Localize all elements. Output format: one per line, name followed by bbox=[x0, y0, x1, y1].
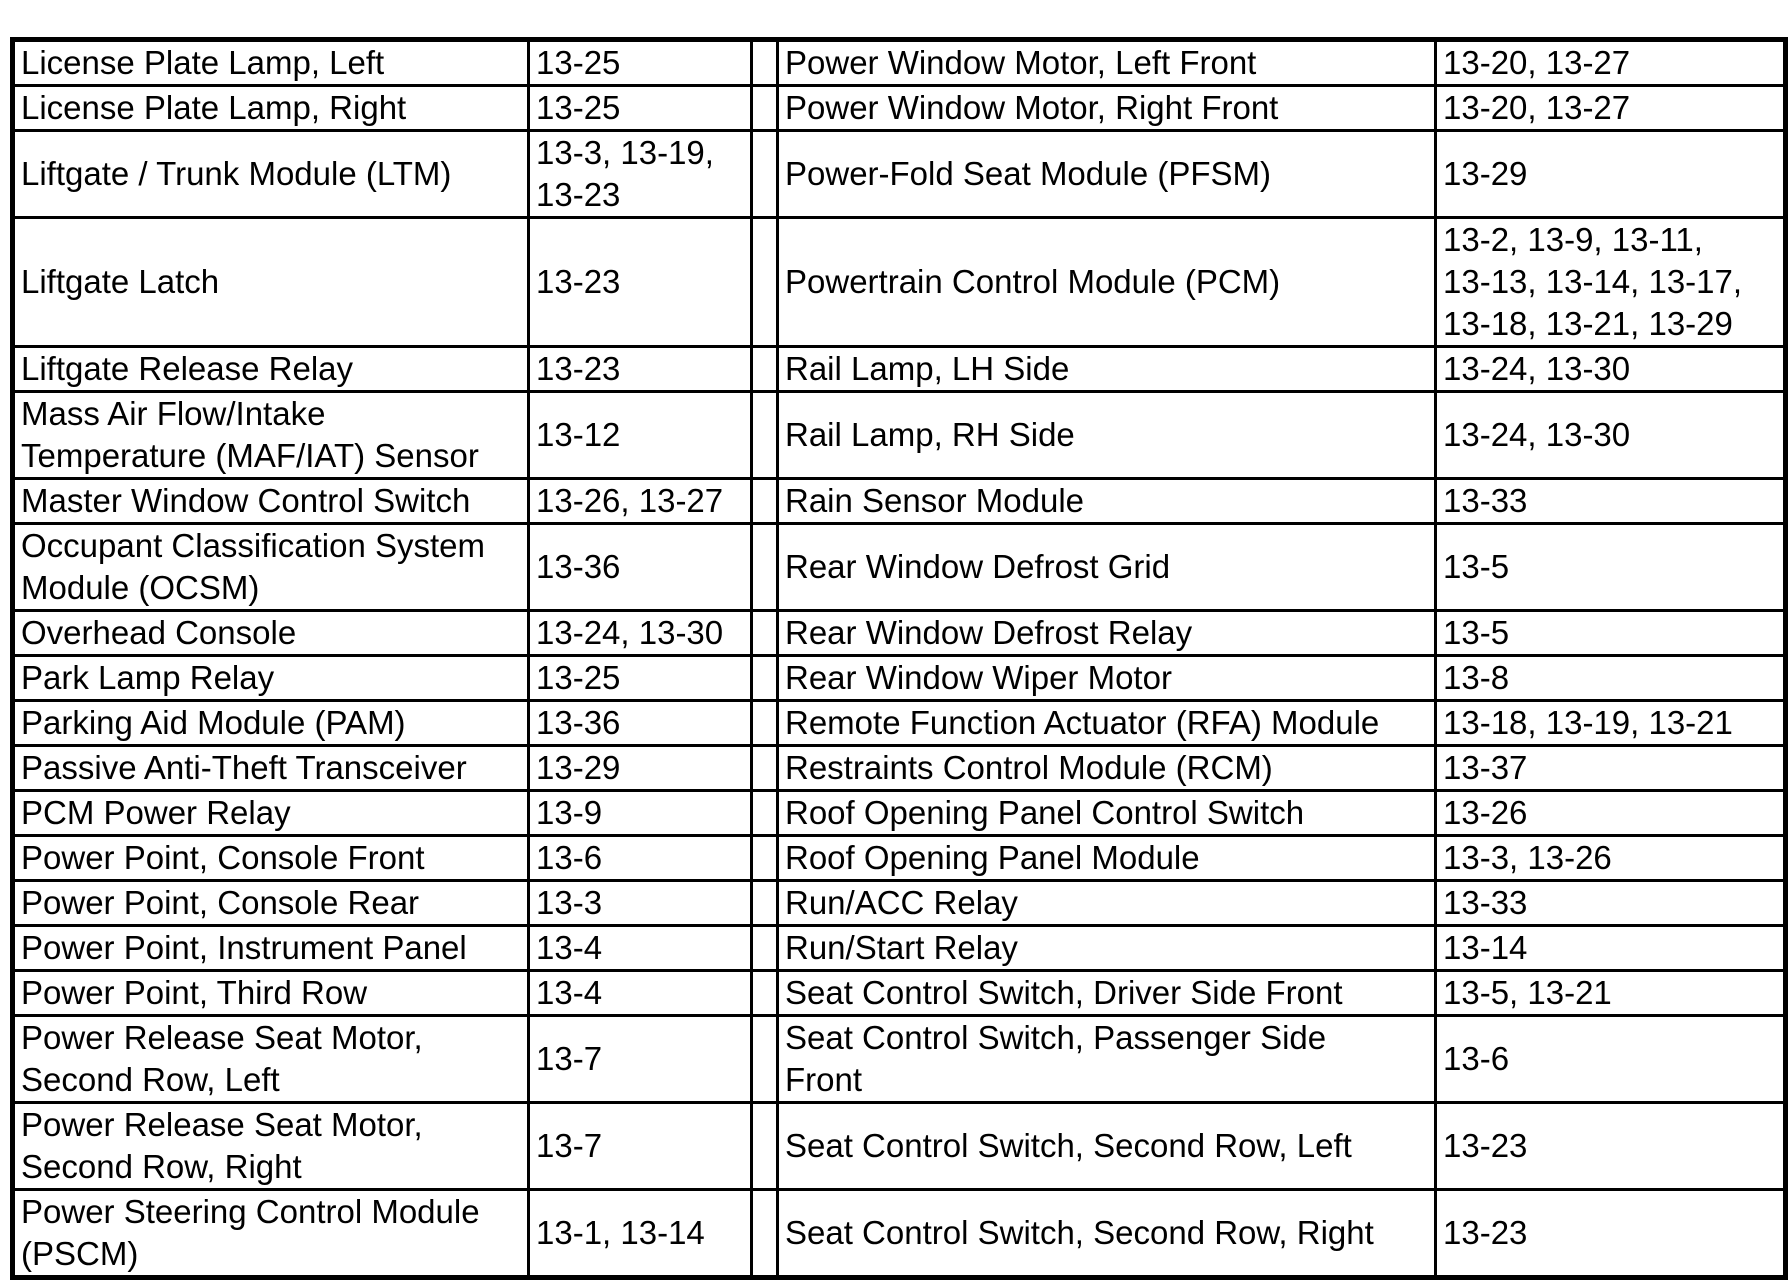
left-component-cell: Parking Aid Module (PAM) bbox=[13, 701, 529, 746]
column-spacer bbox=[752, 86, 778, 131]
column-spacer bbox=[752, 611, 778, 656]
column-spacer bbox=[752, 40, 778, 86]
table-row bbox=[13, 701, 1786, 746]
right-component-cell: Remote Function Actuator (RFA) Module bbox=[778, 701, 1436, 746]
table-row bbox=[13, 611, 1786, 656]
right-component-cell: Seat Control Switch, Second Row, Right bbox=[778, 1190, 1436, 1278]
table-row bbox=[13, 524, 1786, 611]
left-component-cell: Power Release Seat Motor, Second Row, Left bbox=[13, 1016, 529, 1103]
right-pages-cell: 13-20, 13-27 bbox=[1436, 40, 1786, 86]
right-pages-cell: 13-8 bbox=[1436, 656, 1786, 701]
left-pages-cell: 13-26, 13-27 bbox=[529, 479, 752, 524]
table-row bbox=[13, 791, 1786, 836]
left-component-cell: Power Point, Third Row bbox=[13, 971, 529, 1016]
right-pages-cell: 13-5 bbox=[1436, 524, 1786, 611]
left-component-cell: PCM Power Relay bbox=[13, 791, 529, 836]
left-component-cell: License Plate Lamp, Right bbox=[13, 86, 529, 131]
right-component-cell: Rear Window Wiper Motor bbox=[778, 656, 1436, 701]
left-pages-cell: 13-12 bbox=[529, 392, 752, 479]
right-pages-cell: 13-2, 13-9, 13-11, 13-13, 13-14, 13-17, 13-18, 13-21, 13-29 bbox=[1436, 218, 1786, 347]
left-component-cell: Power Steering Control Module (PSCM) bbox=[13, 1190, 529, 1278]
left-pages-cell: 13-25 bbox=[529, 40, 752, 86]
right-component-cell: Run/Start Relay bbox=[778, 926, 1436, 971]
left-pages-cell: 13-6 bbox=[529, 836, 752, 881]
table-row bbox=[13, 479, 1786, 524]
right-component-cell: Rain Sensor Module bbox=[778, 479, 1436, 524]
right-pages-cell: 13-3, 13-26 bbox=[1436, 836, 1786, 881]
column-spacer bbox=[752, 479, 778, 524]
column-spacer bbox=[752, 836, 778, 881]
right-pages-cell: 13-20, 13-27 bbox=[1436, 86, 1786, 131]
left-pages-cell: 13-7 bbox=[529, 1103, 752, 1190]
column-spacer bbox=[752, 656, 778, 701]
right-pages-cell: 13-24, 13-30 bbox=[1436, 347, 1786, 392]
right-pages-cell: 13-5, 13-21 bbox=[1436, 971, 1786, 1016]
column-spacer bbox=[752, 791, 778, 836]
right-pages-cell: 13-37 bbox=[1436, 746, 1786, 791]
left-pages-cell: 13-4 bbox=[529, 971, 752, 1016]
right-pages-cell: 13-33 bbox=[1436, 881, 1786, 926]
left-component-cell: Mass Air Flow/Intake Temperature (MAF/IAT) Sensor bbox=[13, 392, 529, 479]
right-component-cell: Roof Opening Panel Module bbox=[778, 836, 1436, 881]
table-row bbox=[13, 40, 1786, 86]
column-spacer bbox=[752, 1190, 778, 1278]
left-pages-cell: 13-25 bbox=[529, 656, 752, 701]
left-component-cell: Occupant Classification System Module (OCSM) bbox=[13, 524, 529, 611]
left-component-cell: Passive Anti-Theft Transceiver bbox=[13, 746, 529, 791]
table-row bbox=[13, 1103, 1786, 1190]
column-spacer bbox=[752, 881, 778, 926]
left-component-cell: Power Release Seat Motor, Second Row, Right bbox=[13, 1103, 529, 1190]
column-spacer bbox=[752, 926, 778, 971]
column-spacer bbox=[752, 1103, 778, 1190]
right-component-cell: Run/ACC Relay bbox=[778, 881, 1436, 926]
right-component-cell: Restraints Control Module (RCM) bbox=[778, 746, 1436, 791]
left-pages-cell: 13-23 bbox=[529, 347, 752, 392]
column-spacer bbox=[752, 746, 778, 791]
right-component-cell: Seat Control Switch, Passenger Side Front bbox=[778, 1016, 1436, 1103]
table-row bbox=[13, 656, 1786, 701]
table-row bbox=[13, 392, 1786, 479]
table-row bbox=[13, 131, 1786, 218]
right-component-cell: Rear Window Defrost Grid bbox=[778, 524, 1436, 611]
left-pages-cell: 13-1, 13-14 bbox=[529, 1190, 752, 1278]
column-spacer bbox=[752, 392, 778, 479]
column-spacer bbox=[752, 1016, 778, 1103]
right-pages-cell: 13-24, 13-30 bbox=[1436, 392, 1786, 479]
left-component-cell: Liftgate / Trunk Module (LTM) bbox=[13, 131, 529, 218]
left-component-cell: Master Window Control Switch bbox=[13, 479, 529, 524]
left-pages-cell: 13-3 bbox=[529, 881, 752, 926]
column-spacer bbox=[752, 131, 778, 218]
right-component-cell: Rail Lamp, RH Side bbox=[778, 392, 1436, 479]
left-component-cell: Power Point, Console Front bbox=[13, 836, 529, 881]
left-pages-cell: 13-9 bbox=[529, 791, 752, 836]
right-pages-cell: 13-26 bbox=[1436, 791, 1786, 836]
table-row bbox=[13, 836, 1786, 881]
right-pages-cell: 13-5 bbox=[1436, 611, 1786, 656]
right-pages-cell: 13-18, 13-19, 13-21 bbox=[1436, 701, 1786, 746]
table-row bbox=[13, 86, 1786, 131]
table-row bbox=[13, 746, 1786, 791]
left-pages-cell: 13-25 bbox=[529, 86, 752, 131]
left-pages-cell: 13-23 bbox=[529, 218, 752, 347]
left-component-cell: License Plate Lamp, Left bbox=[13, 40, 529, 86]
left-component-cell: Liftgate Release Relay bbox=[13, 347, 529, 392]
column-spacer bbox=[752, 701, 778, 746]
column-spacer bbox=[752, 218, 778, 347]
left-component-cell: Power Point, Console Rear bbox=[13, 881, 529, 926]
left-pages-cell: 13-3, 13-19, 13-23 bbox=[529, 131, 752, 218]
table-row bbox=[13, 881, 1786, 926]
column-spacer bbox=[752, 524, 778, 611]
right-component-cell: Seat Control Switch, Second Row, Left bbox=[778, 1103, 1436, 1190]
right-pages-cell: 13-6 bbox=[1436, 1016, 1786, 1103]
table-row bbox=[13, 1016, 1786, 1103]
right-component-cell: Rail Lamp, LH Side bbox=[778, 347, 1436, 392]
left-pages-cell: 13-24, 13-30 bbox=[529, 611, 752, 656]
right-component-cell: Powertrain Control Module (PCM) bbox=[778, 218, 1436, 347]
table-row bbox=[13, 1190, 1786, 1278]
component-index-table bbox=[10, 37, 1788, 1280]
left-pages-cell: 13-36 bbox=[529, 701, 752, 746]
left-pages-cell: 13-29 bbox=[529, 746, 752, 791]
right-component-cell: Power Window Motor, Right Front bbox=[778, 86, 1436, 131]
right-pages-cell: 13-23 bbox=[1436, 1190, 1786, 1278]
left-pages-cell: 13-36 bbox=[529, 524, 752, 611]
left-component-cell: Overhead Console bbox=[13, 611, 529, 656]
table-row bbox=[13, 218, 1786, 347]
right-pages-cell: 13-29 bbox=[1436, 131, 1786, 218]
left-pages-cell: 13-7 bbox=[529, 1016, 752, 1103]
column-spacer bbox=[752, 347, 778, 392]
right-pages-cell: 13-23 bbox=[1436, 1103, 1786, 1190]
table-row bbox=[13, 347, 1786, 392]
right-component-cell: Power Window Motor, Left Front bbox=[778, 40, 1436, 86]
table-row bbox=[13, 971, 1786, 1016]
right-component-cell: Roof Opening Panel Control Switch bbox=[778, 791, 1436, 836]
right-pages-cell: 13-14 bbox=[1436, 926, 1786, 971]
right-component-cell: Rear Window Defrost Relay bbox=[778, 611, 1436, 656]
left-component-cell: Park Lamp Relay bbox=[13, 656, 529, 701]
left-component-cell: Liftgate Latch bbox=[13, 218, 529, 347]
left-pages-cell: 13-4 bbox=[529, 926, 752, 971]
component-index-body bbox=[13, 40, 1786, 1278]
right-component-cell: Power-Fold Seat Module (PFSM) bbox=[778, 131, 1436, 218]
table-row bbox=[13, 926, 1786, 971]
left-component-cell: Power Point, Instrument Panel bbox=[13, 926, 529, 971]
right-pages-cell: 13-33 bbox=[1436, 479, 1786, 524]
column-spacer bbox=[752, 971, 778, 1016]
right-component-cell: Seat Control Switch, Driver Side Front bbox=[778, 971, 1436, 1016]
